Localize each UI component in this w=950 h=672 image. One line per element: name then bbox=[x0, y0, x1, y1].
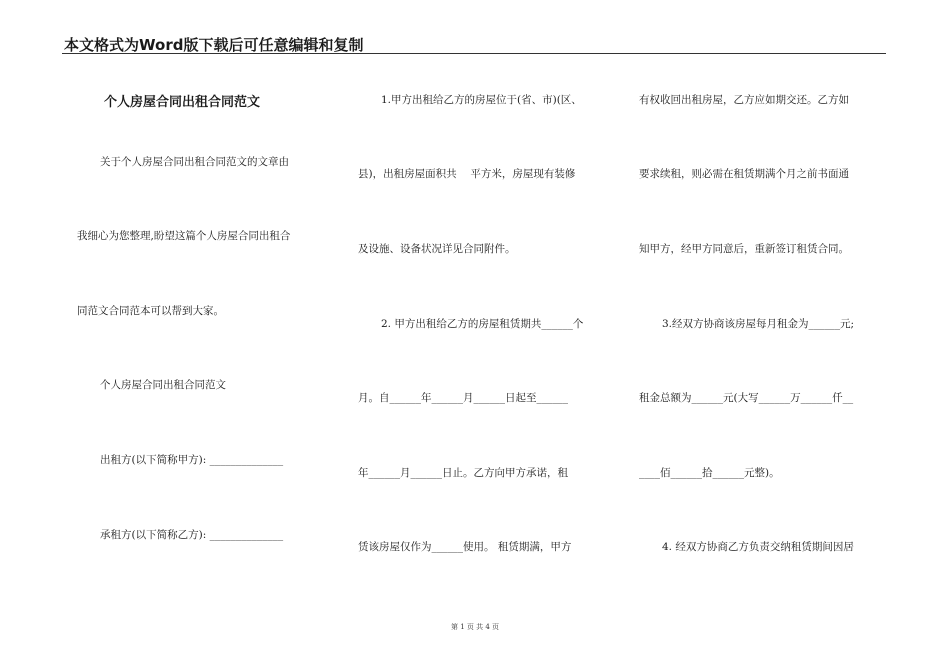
paragraph-line: 要求续租，则必需在租赁期满个月之前书面通 bbox=[639, 168, 849, 180]
paragraph-line: 知甲方，经甲方同意后，重新签订租赁合同。 bbox=[639, 243, 849, 255]
header-divider bbox=[62, 53, 886, 54]
paragraph-line: 1.甲方出租给乙方的房屋位于(省、市)(区、 bbox=[381, 94, 582, 106]
paragraph-line: 3.经双方协商该房屋每月租金为______元; bbox=[662, 318, 855, 330]
page-number: 第 1 页 共 4 页 bbox=[450, 623, 500, 631]
paragraph-line: 4. 经双方协商乙方负责交纳租赁期间因居 bbox=[662, 541, 854, 553]
paragraph-line: 月。自______年______月______日起至______ bbox=[358, 392, 568, 404]
lessor-field-line: 出租方(以下简称甲方): ______________ bbox=[100, 454, 284, 466]
paragraph-line: 我细心为您整理,盼望这篇个人房屋合同出租合 bbox=[77, 230, 291, 242]
paragraph-line: 同范文合同范本可以帮到大家。 bbox=[77, 305, 224, 317]
document-title: 个人房屋合同出租合同范文 bbox=[104, 95, 261, 110]
paragraph-line: 个人房屋合同出租合同范文 bbox=[100, 379, 226, 391]
paragraph-line: 有权收回出租房屋，乙方应如期交还。乙方如 bbox=[639, 94, 849, 106]
paragraph-line: 及设施、设备状况详见合同附件。 bbox=[358, 243, 516, 255]
document-banner: 本文格式为Word版下载后可任意编辑和复制 bbox=[64, 36, 364, 54]
paragraph-line: 赁该房屋仅作为______使用。 租赁期满，甲方 bbox=[358, 541, 572, 553]
paragraph-line: 租金总额为______元(大写______万______仟__ bbox=[639, 392, 854, 404]
paragraph-line: 县)，出租房屋面积共 平方米，房屋现有装修 bbox=[358, 168, 576, 180]
lessee-field-line: 承租方(以下简称乙方): ______________ bbox=[100, 529, 284, 541]
paragraph-line: ____佰______拾______元整)。 bbox=[639, 467, 780, 479]
paragraph-line: 年______月______日止。乙方向甲方承诺，租 bbox=[358, 467, 568, 479]
paragraph-line: 2. 甲方出租给乙方的房屋租赁期共______个 bbox=[381, 318, 584, 330]
paragraph-line: 关于个人房屋合同出租合同范文的文章由 bbox=[100, 156, 289, 168]
